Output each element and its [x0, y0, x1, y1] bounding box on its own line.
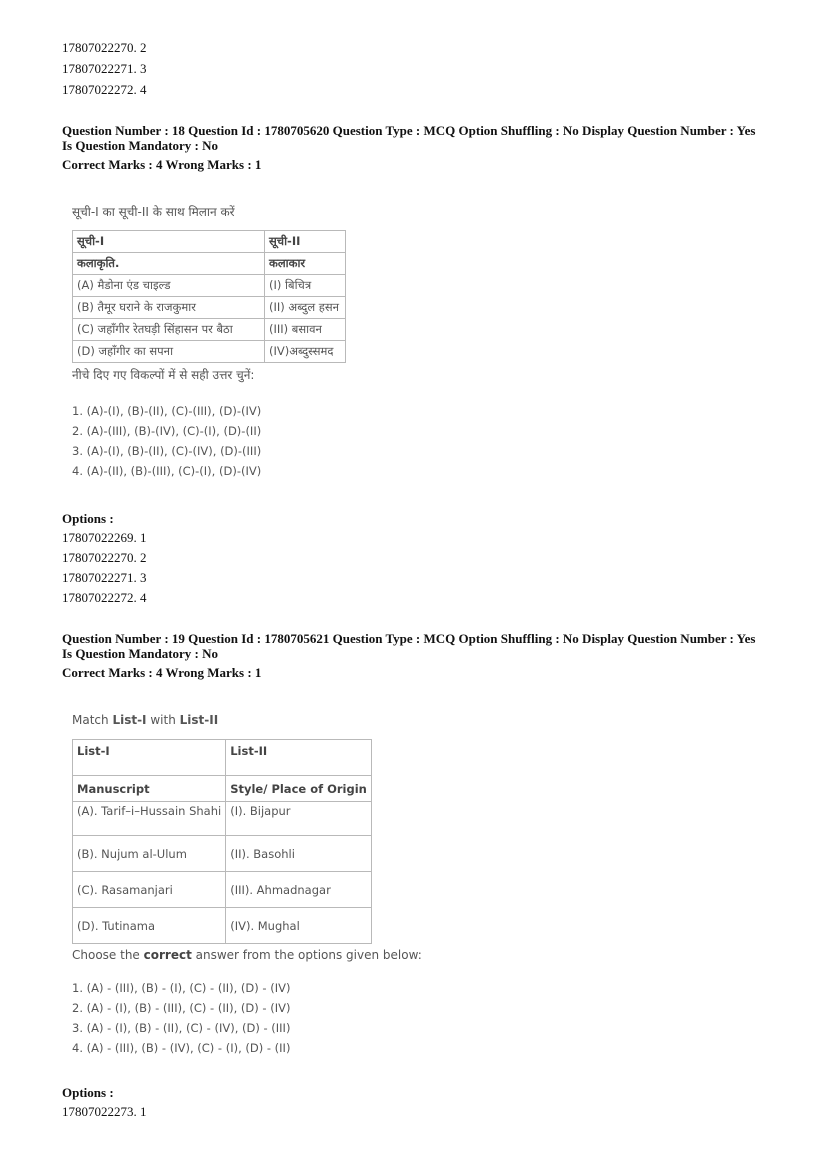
options-label: Options :: [62, 1085, 114, 1100]
question-marks: Correct Marks : 4 Wrong Marks : 1: [62, 157, 262, 172]
answer-choice: 4. (A) - (III), (B) - (IV), (C) - (I), (D) - (II): [72, 1041, 291, 1055]
question-header: Question Number : 18 Question Id : 1780705620 Question Type : MCQ Option Shuffling : No Display Question Number : Yes: [62, 123, 756, 138]
table-subheader-cell: कलाकृति.: [73, 253, 265, 275]
question-instruction: Choose the correct answer from the options given below:: [72, 948, 422, 962]
match-table: [72, 230, 346, 363]
table-header-cell: List-I: [73, 740, 226, 776]
table-header-cell: सूची-I: [73, 231, 265, 253]
question-stem: Match List-I with List-II: [72, 713, 219, 727]
option-line: 17807022272. 4: [62, 590, 147, 605]
table-row: [73, 802, 372, 836]
answer-choice: 1. (A) - (III), (B) - (I), (C) - (II), (D) - (IV): [72, 981, 291, 995]
table-cell: (C). Rasamanjari: [73, 872, 226, 908]
table-row: [73, 836, 372, 872]
question-mandatory: Is Question Mandatory : No: [62, 138, 219, 153]
table-cell: (IV). Mughal: [226, 908, 372, 944]
table-subheader-cell: कलाकार: [265, 253, 346, 275]
question-header: Question Number : 19 Question Id : 1780705621 Question Type : MCQ Option Shuffling : No Display Question Number : Yes: [62, 631, 756, 646]
table-row: [73, 297, 346, 319]
answer-choice: 2. (A)-(III), (B)-(IV), (C)-(I), (D)-(II): [72, 424, 262, 438]
table-cell: (IV)अब्दुस्समद: [265, 341, 346, 363]
option-line: 17807022273. 1: [62, 1104, 147, 1119]
table-cell: (III) बसावन: [265, 319, 346, 341]
option-line: 17807022271. 3: [62, 570, 147, 585]
table-cell: (I) बिचित्र: [265, 275, 346, 297]
table-subheader-cell: Manuscript: [73, 776, 226, 802]
table-cell: (B). Nujum al-Ulum: [73, 836, 226, 872]
question-stem: सूची-I का सूची-II के साथ मिलान करें: [72, 205, 235, 219]
option-line: 17807022270. 2: [62, 40, 147, 55]
options-label: Options :: [62, 511, 114, 526]
table-header-cell: सूची-II: [265, 231, 346, 253]
option-line: 17807022269. 1: [62, 530, 147, 545]
table-cell: (D) जहाँगीर का सपना: [73, 341, 265, 363]
table-cell: (III). Ahmadnagar: [226, 872, 372, 908]
answer-choices: [72, 401, 346, 481]
table-subheader-cell: Style/ Place of Origin: [226, 776, 372, 802]
table-cell: (I). Bijapur: [226, 802, 372, 836]
table-cell: (C) जहाँगीर रेतघड़ी सिंहासन पर बैठा: [73, 319, 265, 341]
match-table: [72, 739, 372, 944]
table-row: [73, 275, 346, 297]
answer-choice: 4. (A)-(II), (B)-(III), (C)-(I), (D)-(IV): [72, 464, 262, 478]
option-line: 17807022272. 4: [62, 82, 147, 97]
answer-choice: 3. (A)-(I), (B)-(II), (C)-(IV), (D)-(III): [72, 444, 262, 458]
option-line: 17807022270. 2: [62, 550, 147, 565]
answer-choice: 3. (A) - (I), (B) - (II), (C) - (IV), (D) - (III): [72, 1021, 291, 1035]
question-instruction: नीचे दिए गए विकल्पों में से सही उत्तर चुनें:: [72, 368, 255, 382]
answer-choice: 2. (A) - (I), (B) - (III), (C) - (II), (D) - (IV): [72, 1001, 291, 1015]
table-cell: (A) मैडोना एंड चाइल्ड: [73, 275, 265, 297]
table-cell: (A). Tarif–i–Hussain Shahi: [73, 802, 226, 836]
table-row: [73, 908, 372, 944]
table-row: [73, 319, 346, 341]
answer-choice: 1. (A)-(I), (B)-(II), (C)-(III), (D)-(IV): [72, 404, 262, 418]
table-header-cell: List-II: [226, 740, 372, 776]
question-mandatory: Is Question Mandatory : No: [62, 646, 219, 661]
answer-choices: [72, 978, 422, 1058]
table-cell: (II) अब्दुल हसन: [265, 297, 346, 319]
question-marks: Correct Marks : 4 Wrong Marks : 1: [62, 665, 262, 680]
table-row: [73, 872, 372, 908]
table-row: [73, 341, 346, 363]
question-19-content: [72, 713, 422, 1058]
question-18-content: [72, 203, 346, 481]
table-cell: (B) तैमूर घराने के राजकुमार: [73, 297, 265, 319]
option-line: 17807022271. 3: [62, 61, 147, 76]
table-cell: (D). Tutinama: [73, 908, 226, 944]
table-cell: (II). Basohli: [226, 836, 372, 872]
